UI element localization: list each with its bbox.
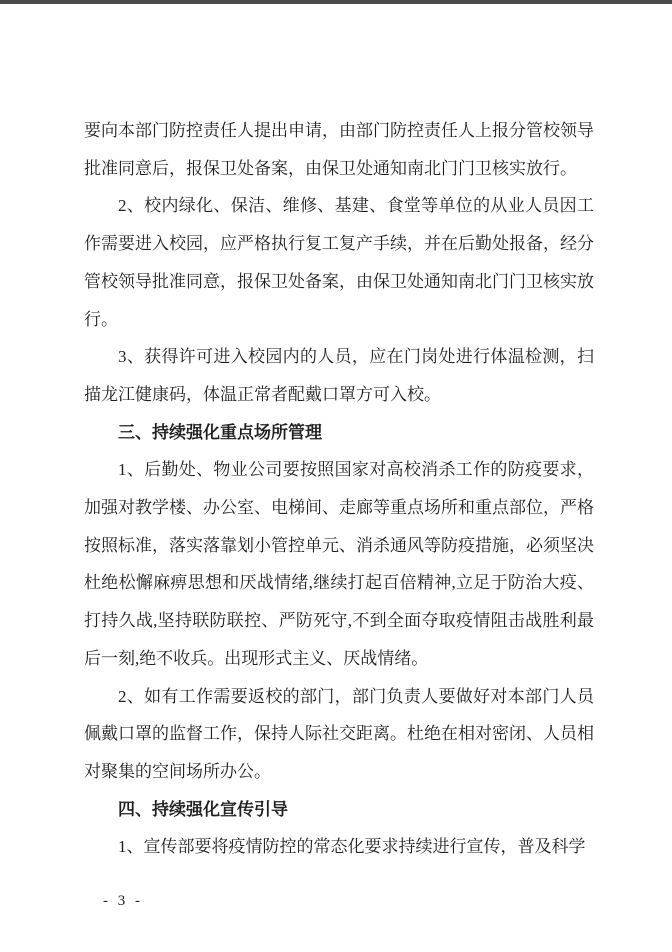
page-number: - 3 -: [103, 893, 143, 909]
paragraph: 1、宣传部要将疫情防控的常态化要求持续进行宣传，普及科学: [118, 837, 586, 857]
paragraph: 2、如有工作需要返校的部门，部门负责人要做好对本部门人员佩戴口罩的监督工作，保持人际社交距离。杜绝在相对密闭、人员相对聚集的空间场所办公。: [84, 686, 594, 781]
section-heading: 三、持续强化重点场所管理: [118, 422, 322, 442]
paragraph: 2、校内绿化、保洁、维修、基建、食堂等单位的从业人员因工作需要进入校园，应严格执行复工复产手续，并在后勤处报备，经分管校领导批准同意，报保卫处备案，由保卫处通知南北门门卫核实放行。: [84, 196, 594, 329]
document-page: [0, 4, 672, 952]
paragraph: 1、后勤处、物业公司要按照国家对高校消杀工作的防疫要求，加强对教学楼、办公室、电梯间、走廊等重点场所和重点部位，严格按照标准，落实落靠划小管控单元、消杀通风等防疫措施，必须坚决杜绝松懈麻痹思想和厌战情绪,继续打起百倍精神,立足于防治大疫、打持久战,坚持联防联控、严防死守,不到全面夺取疫情阻击战胜利最后一刻,绝不收兵。出现形式主义、厌战情绪。: [84, 460, 594, 668]
paragraph: 3、获得许可进入校园内的人员，应在门岗处进行体温检测，扫描龙江健康码，体温正常者配戴口罩方可入校。: [84, 347, 594, 404]
document-body: [84, 112, 594, 866]
paragraph: 要向本部门防控责任人提出申请，由部门防控责任人上报分管校领导批准同意后，报保卫处备案，由保卫处通知南北门门卫核实放行。: [84, 121, 594, 178]
section-heading: 四、持续强化宣传引导: [118, 799, 288, 819]
